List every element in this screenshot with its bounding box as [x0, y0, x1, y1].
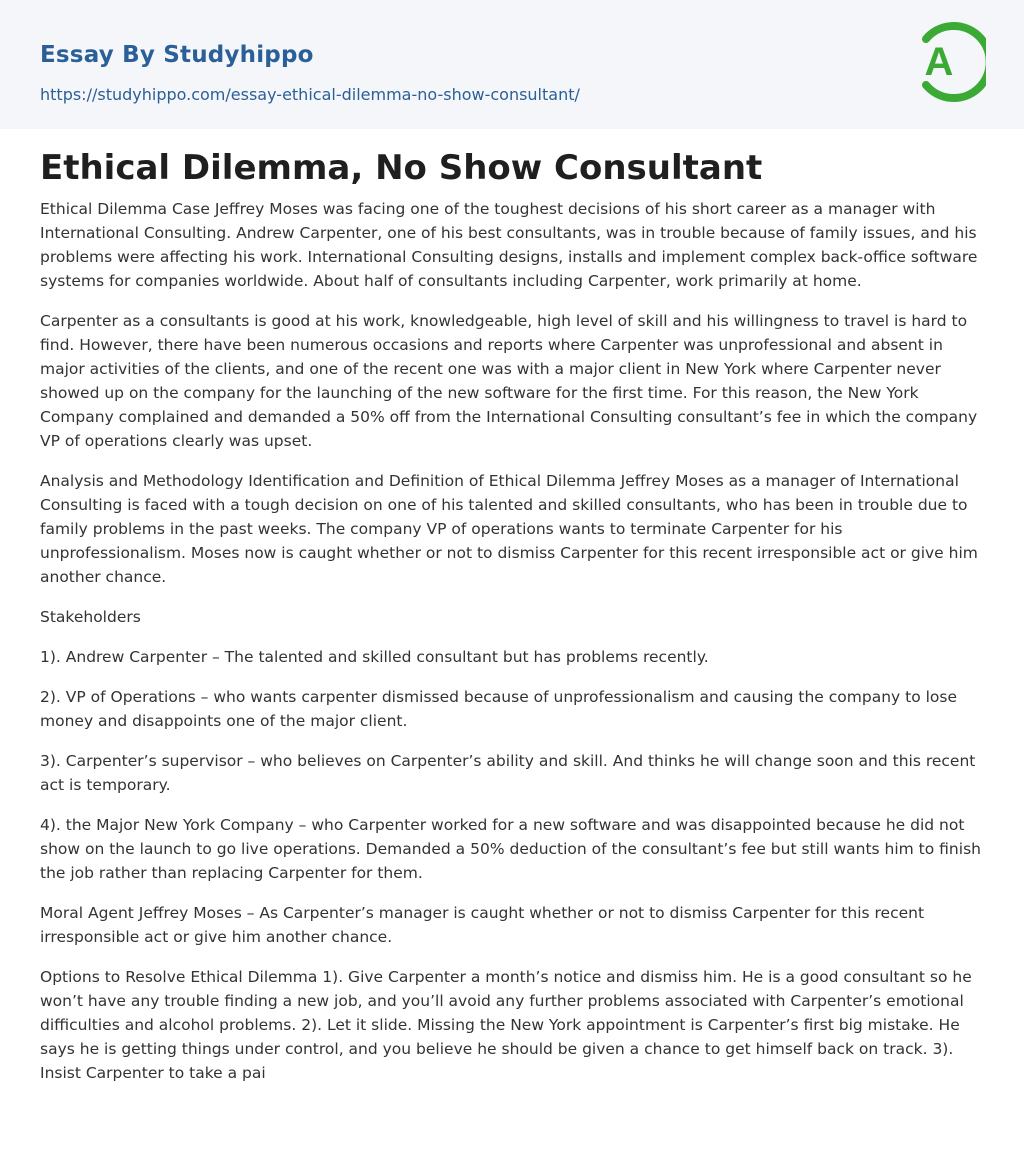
logo-letter: A — [924, 40, 954, 84]
essay-url-link[interactable]: https://studyhippo.com/essay-ethical-dilemma-no-show-consultant/ — [40, 85, 580, 104]
stakeholder-item-2: 2). VP of Operations – who wants carpenter dismissed because of unprofessionalism and causing the company to lose money and disappoints one of the major client. — [40, 688, 958, 730]
essay-paragraph-moral-agent: Moral Agent Jeffrey Moses – As Carpenter’s manager is caught whether or not to dismiss Carpenter for this recent irresponsible act or give him another chance. — [40, 904, 925, 946]
site-brand[interactable]: Essay By Studyhippo — [40, 42, 314, 68]
essay-paragraph-options: Options to Resolve Ethical Dilemma 1). Give Carpenter a month’s notice and dismiss him. He is a good consultant so he won’t have any trouble finding a new job, and you’ll avoid any further problems associated with Carpenter’s emotional difficulties and alcohol problems. 2). Let it slide. Missing the New York appointment is Carpenter’s first big mistake. He says he is getting things under control, and you believe he should be given a chance to get himself back on track. 3). Insist Carpenter to take a pai — [40, 968, 972, 1082]
site-logo[interactable] — [912, 19, 986, 105]
stakeholder-item-4: 4). the Major New York Company – who Carpenter worked for a new software and was disappointed because he did not show on the launch to go live operations. Demanded a 50% deduction of the consultant’s fee but still wants him to finish the job rather than replacing Carpenter for them. — [40, 816, 981, 882]
essay-paragraph-analysis: Analysis and Methodology Identification and Definition of Ethical Dilemma Jeffrey Moses as a manager of International Consulting is faced with a tough decision on one of his talented and skilled consultants, who has been in trouble due to family problems in the past weeks. The company VP of operations wants to terminate Carpenter for his unprofessionalism. Moses now is caught whether or not to dismiss Carpenter for this recent irresponsible act or give him another chance. — [40, 472, 978, 586]
stakeholder-item-3: 3). Carpenter’s supervisor – who believes on Carpenter’s ability and skill. And thinks he will change soon and this recent act is temporary. — [40, 752, 976, 794]
logo-a-icon — [912, 19, 986, 105]
essay-paragraph-intro: Ethical Dilemma Case Jeffrey Moses was facing one of the toughest decisions of his short career as a manager with International Consulting. Andrew Carpenter, one of his best consultants, was in trouble because of family issues, and his problems were affecting his work. International Consulting designs, installs and implement complex back-office software systems for companies worldwide. About half of consultants including Carpenter, work primarily at home. — [40, 200, 978, 290]
essay-paragraph-background: Carpenter as a consultants is good at his work, knowledgeable, high level of skill and his willingness to travel is hard to find. However, there have been numerous occasions and reports where Carpenter was unprofessional and absent in major activities of the clients, and one of the recent one was with a major client in New York where Carpenter never showed up on the company for the launching of the new software for the first time. For this reason, the New York Company complained and demanded a 50% off from the International Consulting consultant’s fee in which the company VP of operations clearly was upset. — [40, 312, 978, 450]
stakeholder-item-1: 1). Andrew Carpenter – The talented and skilled consultant but has problems recently. — [40, 648, 709, 666]
essay-content — [0, 129, 1024, 1085]
essay-title: Ethical Dilemma, No Show Consultant — [40, 148, 763, 188]
site-header — [0, 0, 1024, 129]
stakeholders-heading: Stakeholders — [40, 608, 141, 626]
